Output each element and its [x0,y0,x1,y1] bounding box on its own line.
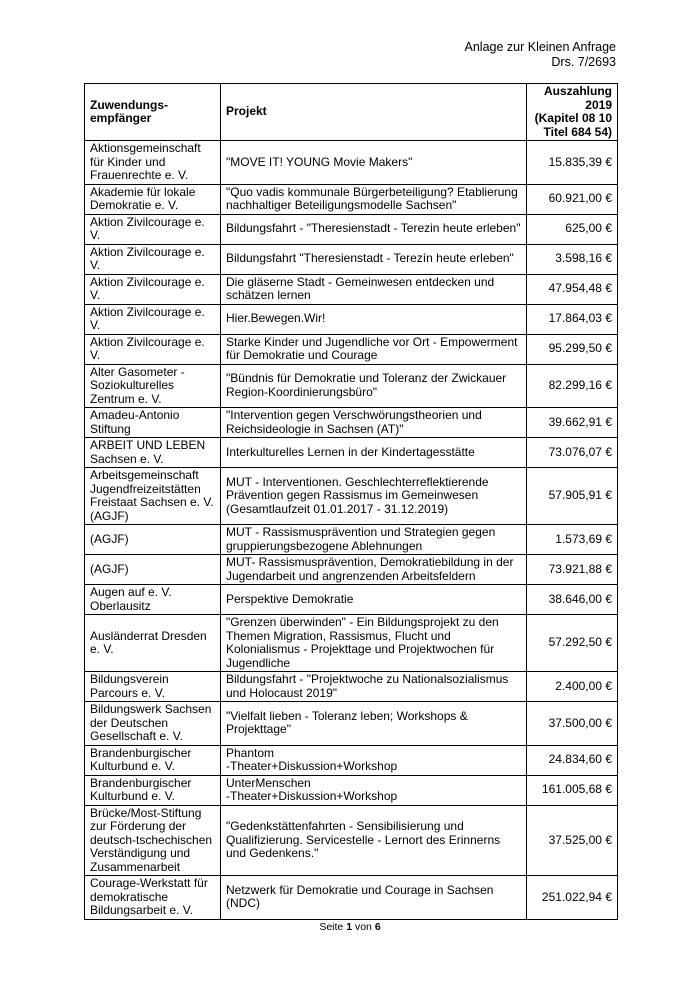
cell-recipient: Arbeitsgemeinschaft Jugendfreizeitstätten Freistaat Sachsen e. V. (AGJF) [85,468,221,525]
table-row [85,672,618,702]
cell-project: Starke Kinder und Jugendliche vor Ort - Empowerment für Demokratie und Courage [221,334,527,364]
cell-recipient: (AGJF) [85,555,221,585]
cell-recipient: ARBEIT UND LEBEN Sachsen e. V. [85,438,221,468]
header-amount: Auszahlung 2019 (Kapitel 08 10 Titel 684 54) [527,84,618,141]
cell-project: MUT- Rassismusprävention, Demokratiebildung in der Jugendarbeit und angrenzenden Arbeitsfeldern [221,555,527,585]
cell-amount: 60.921,00 € [527,184,618,214]
cell-recipient: Ausländerrat Dresden e. V. [85,615,221,672]
cell-amount: 15.835,39 € [527,141,618,185]
cell-recipient: Alter Gasometer - Soziokulturelles Zentrum e. V. [85,364,221,408]
cell-amount: 47.954,48 € [527,274,618,304]
header-recipient: Zuwendungs- empfänger [85,84,221,141]
table-row [85,408,618,438]
cell-project: MUT - Interventionen. Geschlechterreflektierende Prävention gegen Rassismus im Gemeinwesen (Gesamtlaufzeit 01.01.2017 - 31.12.2019) [221,468,527,525]
footer-middle: von [354,921,372,933]
cell-recipient: Bildungsverein Parcours e. V. [85,672,221,702]
cell-project: Perspektive Demokratie [221,585,527,615]
cell-amount: 38.646,00 € [527,585,618,615]
cell-amount: 17.864,03 € [527,304,618,334]
page-footer [0,921,700,933]
footer-page-number: 1 [346,921,353,933]
cell-recipient: Akademie für lokale Demokratie e. V. [85,184,221,214]
cell-project: Phantom -Theater+Diskussion+Workshop [221,745,527,775]
header-line-1: Anlage zur Kleinen Anfrage [464,40,616,54]
table-row [85,702,618,746]
table-row [85,745,618,775]
table-row [85,304,618,334]
cell-amount: 37.500,00 € [527,702,618,746]
cell-project: Netzwerk für Demokratie und Courage in Sachsen (NDC) [221,876,527,920]
cell-recipient: Aktion Zivilcourage e. V. [85,214,221,244]
cell-recipient: Brücke/Most-Stiftung zur Förderung der deutsch-tschechischen Verständigung und Zusammenarbeit [85,805,221,876]
cell-project: UnterMenschen -Theater+Diskussion+Workshop [221,775,527,805]
cell-recipient: (AGJF) [85,525,221,555]
cell-project: Hier.Bewegen.Wir! [221,304,527,334]
table-row [85,468,618,525]
cell-amount: 57.905,91 € [527,468,618,525]
document-header [465,40,617,70]
cell-amount: 161.005,68 € [527,775,618,805]
cell-amount: 625,00 € [527,214,618,244]
cell-recipient: Aktion Zivilcourage e. V. [85,274,221,304]
table-row [85,244,618,274]
cell-project: Bildungsfahrt "Theresienstadt - Terezín heute erleben" [221,244,527,274]
cell-project: Die gläserne Stadt - Gemeinwesen entdecken und schätzen lernen [221,274,527,304]
cell-project: MUT - Rassismusprävention und Strategien gegen gruppierungsbezogene Ablehnungen [221,525,527,555]
cell-amount: 73.076,07 € [527,438,618,468]
table-row [85,184,618,214]
table-row [85,274,618,304]
cell-amount: 2.400,00 € [527,672,618,702]
cell-project: "Grenzen überwinden" - Ein Bildungsprojekt zu den Themen Migration, Rassismus, Flucht und Kolonialismus - Projekttage und Projektwochen für Jugendliche [221,615,527,672]
table-row [85,805,618,876]
table-body [85,141,618,920]
cell-recipient: Bildungswerk Sachsen der Deutschen Gesellschaft e. V. [85,702,221,746]
cell-amount: 73.921,88 € [527,555,618,585]
cell-amount: 39.662,91 € [527,408,618,438]
header-project: Projekt [221,84,527,141]
cell-recipient: Aktionsgemeinschaft für Kinder und Frauenrechte e. V. [85,141,221,185]
cell-amount: 251.022,94 € [527,876,618,920]
table-row [85,615,618,672]
cell-project: "Intervention gegen Verschwörungstheorien und Reichsideologie in Sachsen (AT)" [221,408,527,438]
cell-recipient: Brandenburgischer Kulturbund e. V. [85,745,221,775]
table-row [85,364,618,408]
header-line-2: Drs. 7/2693 [551,55,616,69]
table-row [85,141,618,185]
grant-table [84,83,618,920]
cell-recipient: Amadeu-Antonio Stiftung [85,408,221,438]
cell-recipient: Aktion Zivilcourage e. V. [85,304,221,334]
table-row [85,585,618,615]
cell-recipient: Augen auf e. V. Oberlausitz [85,585,221,615]
cell-project: "Quo vadis kommunale Bürgerbeteiligung? Etablierung nachhaltiger Beteiligungsmodelle Sachsen" [221,184,527,214]
cell-recipient: Aktion Zivilcourage e. V. [85,244,221,274]
cell-project: "MOVE IT! YOUNG Movie Makers" [221,141,527,185]
cell-project: "Vielfalt lieben - Toleranz leben; Workshops & Projekttage" [221,702,527,746]
cell-amount: 3.598,16 € [527,244,618,274]
cell-amount: 57.292,50 € [527,615,618,672]
cell-project: Bildungsfahrt - "Projektwoche zu Nationalsozialismus und Holocaust 2019" [221,672,527,702]
cell-amount: 37.525,00 € [527,805,618,876]
table-row [85,334,618,364]
cell-project: Interkulturelles Lernen in der Kindertagesstätte [221,438,527,468]
cell-amount: 82.299,16 € [527,364,618,408]
cell-amount: 24.834,60 € [527,745,618,775]
table-row [85,214,618,244]
table-row [85,525,618,555]
cell-project: Bildungsfahrt - "Theresienstadt - Terezin heute erleben" [221,214,527,244]
table-header-row [85,84,618,141]
cell-recipient: Aktion Zivilcourage e. V. [85,334,221,364]
cell-project: "Gedenkstättenfahrten - Sensibilisierung und Qualifizierung. Servicestelle - Lernort des Erinnerns und Gedenkens." [221,805,527,876]
table-row [85,876,618,920]
footer-prefix: Seite [319,921,344,933]
cell-recipient: Courage-Werkstatt für demokratische Bildungsarbeit e. V. [85,876,221,920]
footer-page-total: 6 [374,921,381,933]
table-row [85,775,618,805]
cell-amount: 95.299,50 € [527,334,618,364]
cell-amount: 1.573,69 € [527,525,618,555]
table-row [85,555,618,585]
table-row [85,438,618,468]
cell-recipient: Brandenburgischer Kulturbund e. V. [85,775,221,805]
cell-project: "Bündnis für Demokratie und Toleranz der Zwickauer Region-Koordinierungsbüro" [221,364,527,408]
